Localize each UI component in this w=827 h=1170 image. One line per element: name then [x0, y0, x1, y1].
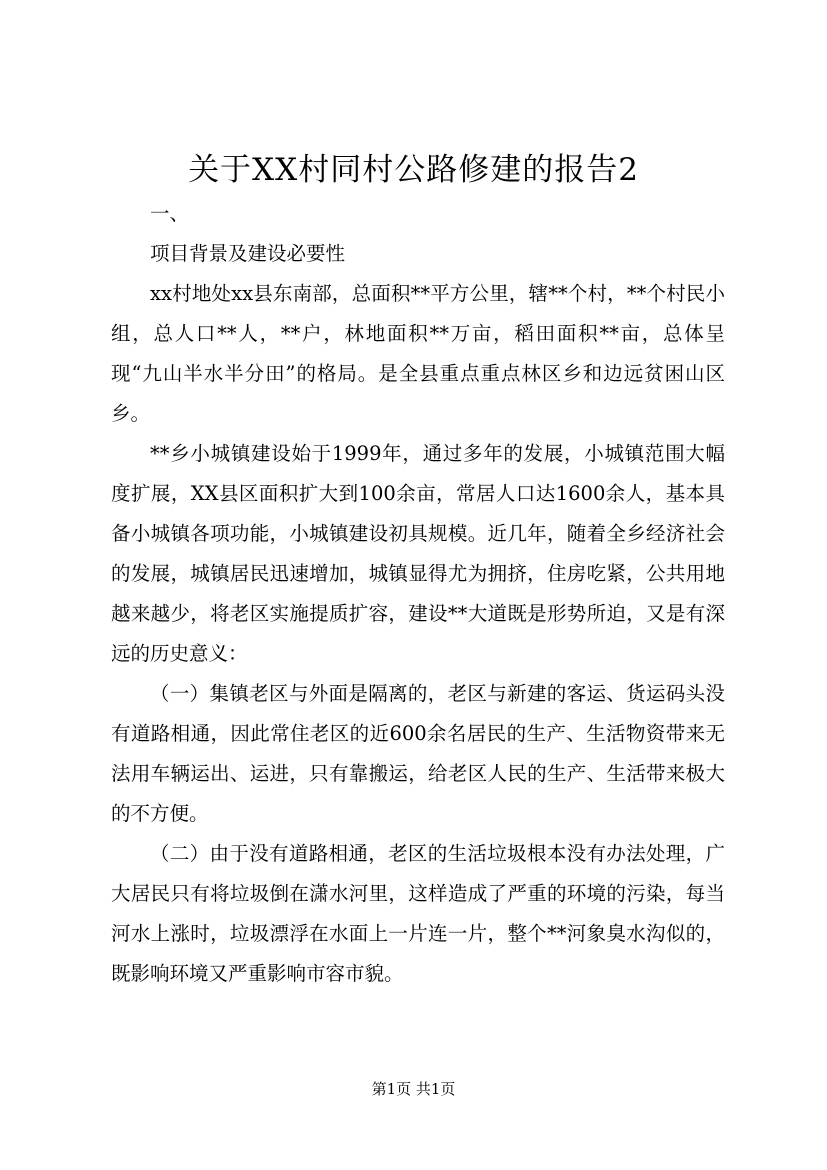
document-body [111, 194, 725, 994]
paragraph-town-development: **乡小城镇建设始于1999年，通过多年的发展，小城镇范围大幅度扩展，XX县区面积扩大到100余亩，常居人口达1600余人，基本具备小城镇各项功能，小城镇建设初具规模。近几年，随着全乡经济社会的发展，城镇居民迅速增加，城镇显得尤为拥挤，住房吃紧，公共用地越来越少，将老区实施提质扩容，建设**大道既是形势所迫，又是有深远的历史意义： [111, 442, 725, 665]
page-footer: 第1页 共1页 [371, 1080, 456, 1098]
paragraph-background: xx村地处xx县东南部，总面积**平方公里，辖**个村，**个村民小组，总人口**人，**户，林地面积**万亩，稻田面积**亩，总体呈现“九山半水半分田”的格局。是全县重点重点林区乡和边远贫困山区乡。 [111, 282, 725, 425]
section-number: 一、 [150, 202, 190, 225]
paragraph-point-one: （一）集镇老区与外面是隔离的，老区与新建的客运、货运码头没有道路相通，因此常住老区的近600余名居民的生产、生活物资带来无法用车辆运出、运进，只有靠搬运，给老区人民的生产、生活带来极大的不方便。 [111, 682, 725, 825]
paragraph-point-two: （二）由于没有道路相通，老区的生活垃圾根本没有办法处理，广大居民只有将垃圾倒在潇水河里，这样造成了严重的环境的污染，每当河水上涨时，垃圾漂浮在水面上一片连一片，整个**河象臭水沟似的，既影响环境又严重影响市容市貌。 [111, 842, 725, 985]
document-title: 关于XX村同村公路修建的报告2 [188, 152, 639, 188]
section-heading: 项目背景及建设必要性 [150, 242, 346, 265]
